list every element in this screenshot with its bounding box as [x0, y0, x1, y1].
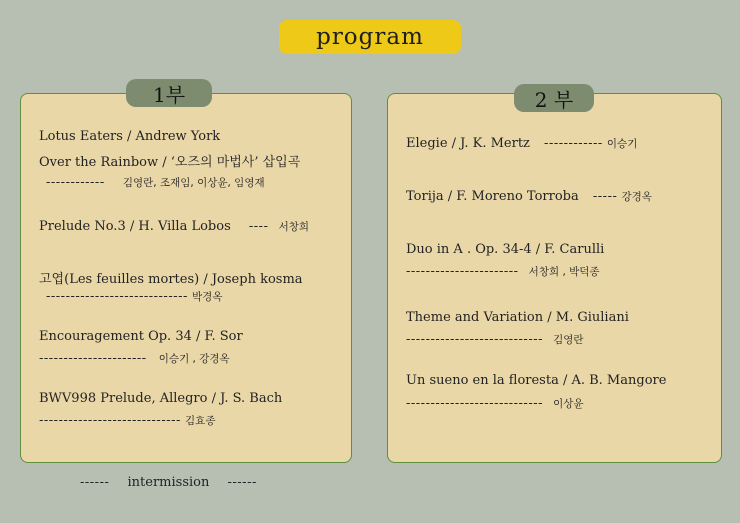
performer-names: 강경옥: [621, 191, 652, 203]
piece-title: Torija / F. Moreno Torroba: [406, 189, 579, 204]
performer-names: 서창희: [278, 221, 310, 233]
dash-separator: ----------------------------: [406, 396, 543, 411]
dash-separator: -----------------------------: [39, 413, 181, 428]
performer-names: 이승기: [606, 138, 638, 150]
dash-separator: ------: [80, 475, 110, 490]
dash-separator: ------------: [46, 175, 105, 190]
piece-title: Duo in A . Op. 34-4 / F. Carulli: [406, 242, 605, 257]
dash-separator: -----: [592, 189, 618, 204]
piece-title: Over the Rainbow / ‘오즈의 마법사’ 삽입곡: [39, 155, 301, 170]
performer-names: 이승기 , 강경옥: [158, 353, 230, 365]
dash-separator: -----------------------: [406, 264, 519, 279]
dash-separator: ------: [227, 475, 257, 490]
intermission-label: intermission: [127, 475, 210, 490]
performer-names: 김영란: [553, 334, 584, 346]
performer-names: 김효종: [185, 415, 216, 427]
dash-separator: ----------------------------: [406, 332, 543, 347]
piece-title: Encouragement Op. 34 / F. Sor: [39, 329, 243, 344]
dash-separator: -----------------------------: [46, 289, 188, 304]
piece-title: Un sueno en la floresta / A. B. Mangore: [406, 373, 667, 388]
performer-names: 서창희 , 박덕종: [528, 266, 600, 278]
piece-title: Prelude No.3 / H. Villa Lobos: [39, 219, 231, 234]
piece-title: Lotus Eaters / Andrew York: [39, 129, 221, 144]
dash-separator: ------------: [544, 136, 603, 151]
piece-title: 고엽(Les feuilles mortes) / Joseph kosma: [39, 272, 303, 287]
dash-separator: ----: [248, 219, 269, 234]
piece-title: Theme and Variation / M. Giuliani: [406, 310, 629, 325]
dash-separator: ----------------------: [39, 351, 147, 366]
intermission-line: [80, 475, 257, 490]
program-title: program: [279, 20, 461, 54]
performer-names: 김영란, 조재임, 이상윤, 임영재: [122, 177, 265, 189]
performer-names: 이상윤: [553, 398, 584, 410]
performer-names: 박경옥: [192, 291, 223, 303]
part-1-tab: 1부: [126, 79, 212, 107]
piece-title: Elegie / J. K. Mertz: [406, 136, 530, 151]
piece-title: BWV998 Prelude, Allegro / J. S. Bach: [39, 391, 283, 406]
part-2-tab: 2 부: [514, 84, 594, 112]
